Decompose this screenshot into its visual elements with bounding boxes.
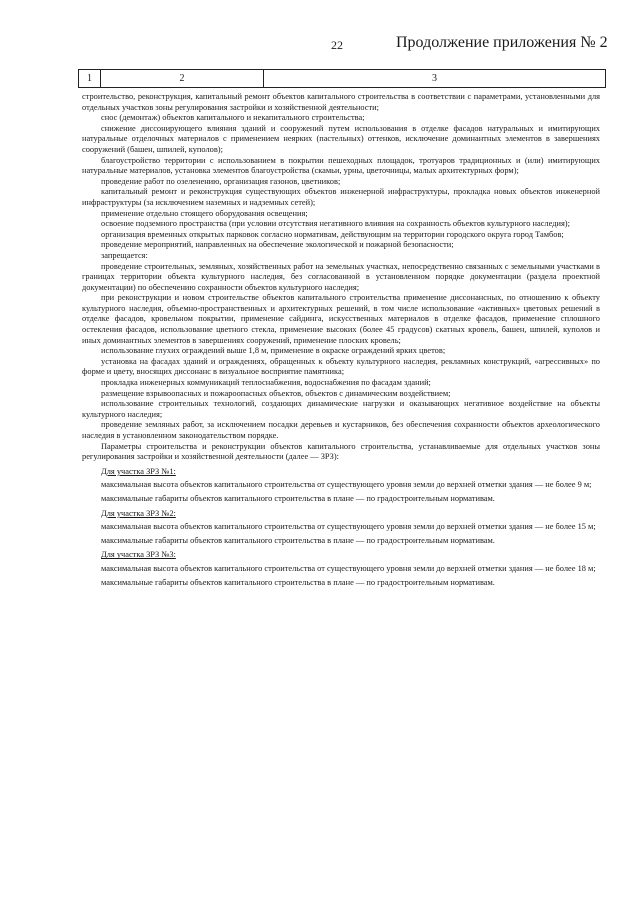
paragraph: размещение взрывоопасных и пожароопасных объектов, объектов с динамическим воздействием; <box>101 388 451 398</box>
document-body <box>82 92 600 588</box>
zone-label: Для участка ЗРЗ №3: <box>101 550 176 560</box>
paragraph: применение отдельно стоящего оборудования освещения; <box>101 208 308 218</box>
paragraph: организация временных открытых парковок согласно нормативам, действующим на территории городского округа город Тамбов; <box>101 229 564 239</box>
paragraph: Параметры строительства и реконструкции объектов капитального строительства, устанавливаемые для отдельных участков зоны регулирования застройки и хозяйственной деятельности (далее — ЗРЗ): <box>82 441 600 462</box>
paragraph: снижение диссонирующего влияния зданий и сооружений путем использования в отделке фасадов натуральных и имитирующих натуральные отделочных материалов с применением неярких (пастельных) оттенков, исключение доминантных элементов в завершениях сооружений (башен, шпилей, куполов); <box>82 123 600 154</box>
zone-label: Для участка ЗРЗ №2: <box>101 508 176 518</box>
paragraph: проведение работ по озеленению, организация газонов, цветников; <box>101 176 341 186</box>
paragraph: использование глухих ограждений выше 1,8 м, применение в окраске ограждений ярких цветов; <box>101 346 446 356</box>
column-number-1: 1 <box>79 70 101 87</box>
column-number-2: 2 <box>101 70 264 87</box>
paragraph: строительство, реконструкция, капитальный ремонт объектов капитального строительства в соответствии с параметрами, установленными для отдельных участков зоны регулирования застройки и хозяйственной деятельности; <box>82 92 600 112</box>
zone-max-dimensions: максимальные габариты объектов капитального строительства в плане — по градостроительным нормативам. <box>101 493 495 503</box>
paragraph: при реконструкции и новом строительстве объектов капитального строительства применение диссонансных, по отношению к объекту культурного наследия, объемно-пространственных и архитектурных решений, в том числе использование «активных» цветовых решений в отделке фасадов, кровельном покрытии, применение сайдинга, искусственных материалов в отделке фасадов, применение сплошного остекления фасадов, использование цветного стекла, применение высоких (более 45 градусов) скатных кровель, башен, шпилей, куполов и иных доминантных элементов в завершениях сооружений, применение плоских кровель; <box>82 293 600 345</box>
paragraph: установка на фасадах зданий и ограждениях, обращенных к объекту культурного наследия, рекламных конструкций, «агрессивных» по форме и цвету, вносящих диссонанс в визуальное восприятие памятника; <box>82 356 600 377</box>
zone-max-height: максимальная высота объектов капитального строительства от существующего уровня земли до верхней отметки здания — не более 18 м; <box>101 563 596 573</box>
page-number: 22 <box>331 38 343 52</box>
zone-label: Для участка ЗРЗ №1: <box>101 466 176 476</box>
paragraph: прокладка инженерных коммуникаций теплоснабжения, водоснабжения по фасадам зданий; <box>101 378 431 388</box>
column-number-3: 3 <box>432 73 437 84</box>
zone-max-dimensions: максимальные габариты объектов капитального строительства в плане — по градостроительным нормативам. <box>101 577 495 587</box>
paragraph: проведение земляных работ, за исключением посадки деревьев и кустарников, без обеспечения сохранности объектов археологического наследия в установленном законодательством порядке. <box>82 420 600 440</box>
zone-max-height: максимальная высота объектов капитального строительства от существующего уровня земли до верхней отметки здания — не более 15 м; <box>101 522 596 532</box>
paragraph: освоение подземного пространства (при условии отсутствия негативного влияния на сохранность объектов культурного наследия); <box>101 219 570 229</box>
paragraph: благоустройство территории с использованием в покрытии пешеходных площадок, тротуаров традиционных и (или) имитирующих натуральные материалов, установка элементов благоустройства (скамьи, урны, цветочницы, малых архитектурных форм); <box>82 155 600 176</box>
page-title: Продолжение приложения № 2 <box>396 34 608 51</box>
paragraph: проведение мероприятий, направленных на обеспечение экологической и пожарной безопасности; <box>101 240 454 250</box>
zone-max-height: максимальная высота объектов капитального строительства от существующего уровня земли до верхней отметки здания — не более 9 м; <box>101 480 592 490</box>
paragraph: использование строительных технологий, создающих динамические нагрузки и оказывающих негативное воздействие на объекты культурного наследия; <box>82 399 600 419</box>
paragraph: капитальный ремонт и реконструкция существующих объектов инженерной инфраструктуры, прокладка новых объектов инженерной инфраструктуры (за исключением наземных и надземных сетей); <box>82 187 600 207</box>
paragraph-heading: запрещается: <box>101 250 148 260</box>
zone-max-dimensions: максимальные габариты объектов капитального строительства в плане — по градостроительным нормативам. <box>101 535 495 545</box>
paragraph: проведение строительных, земляных, хозяйственных работ на земельных участках, непосредственно связанных с земельными участками в границах территории объекта культурного наследия, без согласованной в установленном порядке документации (раздела проектной документации) по обеспечению сохранности объектов культурного наследия; <box>82 261 600 292</box>
paragraph: снос (демонтаж) объектов капитального и некапитального строительства; <box>101 113 365 123</box>
column-number-row <box>78 69 606 88</box>
